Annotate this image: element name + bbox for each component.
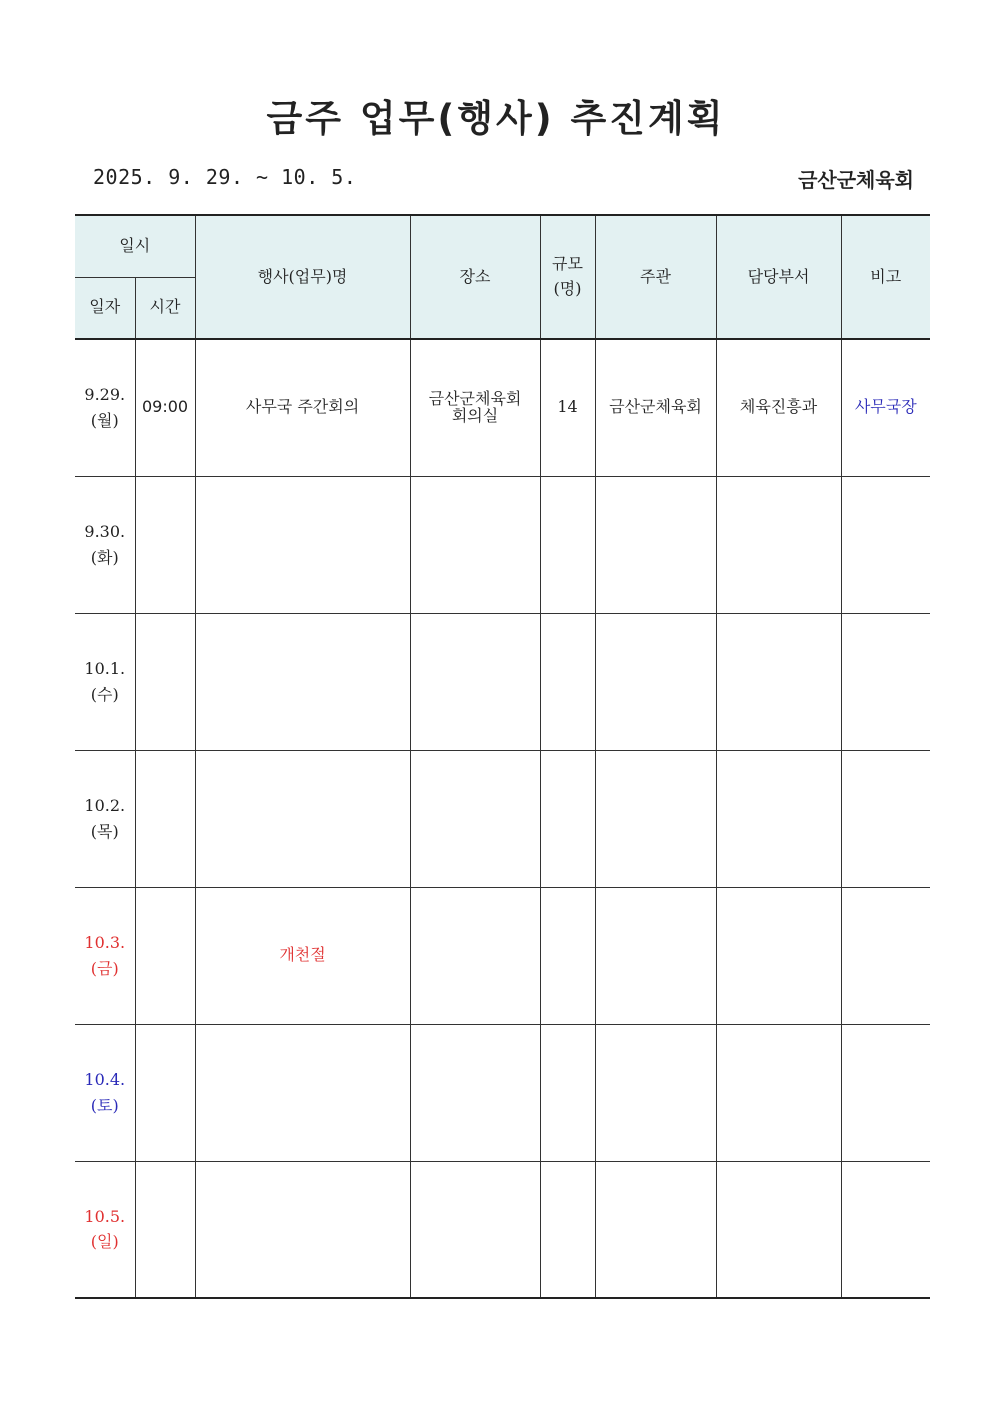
date-cell (75, 887, 135, 1024)
place-cell (410, 476, 540, 613)
day-text: (목) (90, 821, 119, 841)
day-text: (일) (90, 1232, 119, 1252)
header-time: 시간 (135, 277, 195, 339)
date-text: 10.3. (84, 932, 126, 952)
scale-cell (540, 1024, 595, 1161)
table-row (75, 1024, 930, 1161)
host-cell (595, 750, 716, 887)
note-cell (841, 476, 930, 613)
organization-name: 금산군체육회 (798, 168, 914, 192)
table-row (75, 750, 930, 887)
date-cell (75, 339, 135, 476)
period-text: 2025. 9. 29. ~ 10. 5. (93, 165, 357, 189)
header-dept: 담당부서 (716, 215, 841, 339)
place-cell (410, 339, 540, 476)
date-text: 10.4. (84, 1069, 126, 1089)
time-cell (135, 613, 195, 750)
place-cell (410, 887, 540, 1024)
table-row (75, 887, 930, 1024)
day-text: (토) (90, 1095, 119, 1115)
note-cell (841, 887, 930, 1024)
header-scale (540, 215, 595, 339)
date-cell (75, 750, 135, 887)
dept-cell (716, 887, 841, 1024)
date-cell (75, 476, 135, 613)
header-row-1 (75, 215, 930, 277)
time-cell (135, 476, 195, 613)
place-cell (410, 750, 540, 887)
day-text: (금) (90, 958, 119, 978)
day-text: (수) (90, 684, 119, 704)
event-cell: 개천절 (195, 887, 410, 1024)
event-cell (195, 613, 410, 750)
place-cell (410, 1024, 540, 1161)
place-line1: 금산군체육회 (428, 388, 522, 408)
event-cell (195, 750, 410, 887)
host-cell (595, 613, 716, 750)
event-cell (195, 1161, 410, 1298)
place-line2: 회의실 (451, 405, 499, 425)
schedule-body (75, 339, 930, 1298)
dept-cell (716, 1024, 841, 1161)
schedule-table (75, 214, 930, 1299)
scale-cell (540, 750, 595, 887)
time-cell (135, 1161, 195, 1298)
date-text: 9.29. (84, 385, 126, 405)
table-row (75, 476, 930, 613)
place-cell (410, 613, 540, 750)
note-cell (841, 750, 930, 887)
event-cell: 사무국 주간회의 (195, 339, 410, 476)
event-cell (195, 476, 410, 613)
date-text: 10.1. (84, 658, 126, 678)
time-cell (135, 750, 195, 887)
header-place: 장소 (410, 215, 540, 339)
header-scale-line1: 규모 (552, 254, 583, 274)
header-note: 비고 (841, 215, 930, 339)
time-cell: 09:00 (135, 339, 195, 476)
header-event: 행사(업무)명 (195, 215, 410, 339)
time-cell (135, 887, 195, 1024)
header-host: 주관 (595, 215, 716, 339)
time-cell (135, 1024, 195, 1161)
header-scale-line2: (명) (553, 279, 582, 298)
date-text: 9.30. (84, 521, 126, 541)
note-cell: 사무국장 (841, 339, 930, 476)
note-cell (841, 1024, 930, 1161)
scale-cell: 14 (540, 339, 595, 476)
header-date: 일자 (75, 277, 135, 339)
dept-cell (716, 476, 841, 613)
note-cell (841, 1161, 930, 1298)
host-cell (595, 476, 716, 613)
host-cell (595, 1161, 716, 1298)
scale-cell (540, 1161, 595, 1298)
date-text: 10.5. (84, 1206, 126, 1226)
header-datetime: 일시 (75, 215, 195, 277)
host-cell (595, 887, 716, 1024)
scale-cell (540, 887, 595, 1024)
dept-cell: 체육진흥과 (716, 339, 841, 476)
host-cell: 금산군체육회 (595, 339, 716, 476)
dept-cell (716, 613, 841, 750)
host-cell (595, 1024, 716, 1161)
table-row (75, 1161, 930, 1298)
date-cell (75, 613, 135, 750)
dept-cell (716, 750, 841, 887)
date-cell (75, 1024, 135, 1161)
day-text: (월) (90, 410, 119, 430)
place-cell (410, 1161, 540, 1298)
scale-cell (540, 476, 595, 613)
date-text: 10.2. (84, 795, 126, 815)
date-cell (75, 1161, 135, 1298)
note-cell (841, 613, 930, 750)
table-row (75, 613, 930, 750)
page-title: 금주 업무(행사) 추진계획 (266, 97, 726, 140)
dept-cell (716, 1161, 841, 1298)
event-cell (195, 1024, 410, 1161)
table-row (75, 339, 930, 476)
day-text: (화) (90, 547, 119, 567)
scale-cell (540, 613, 595, 750)
